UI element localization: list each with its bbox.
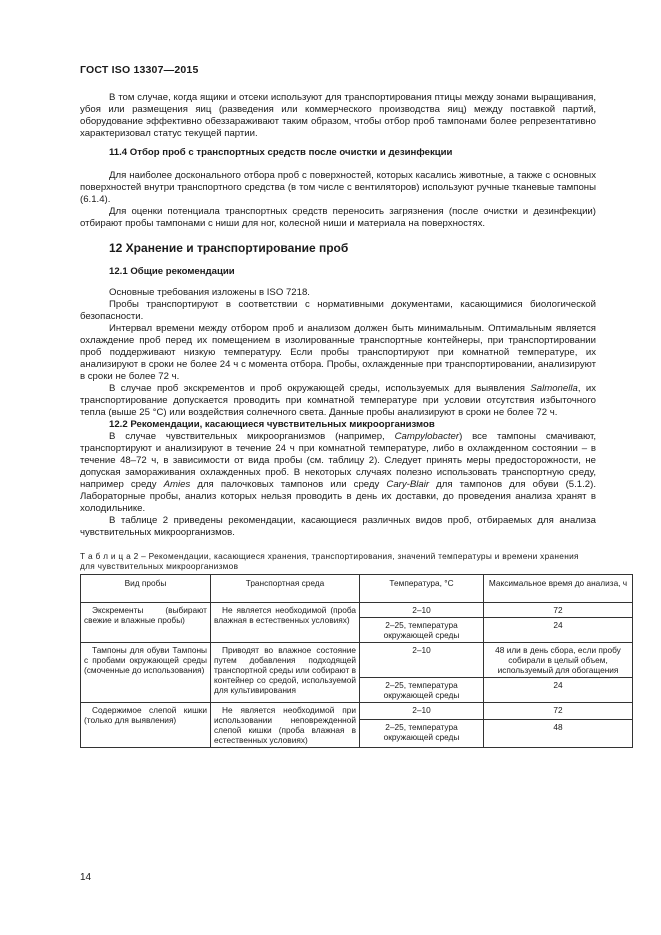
max-time-cell: 24 [484, 618, 633, 643]
max-time-cell: 48 или в день сбора, если пробу собирали в целый объем, используемый для обогащения [484, 643, 633, 678]
max-time-cell: 24 [484, 678, 633, 703]
section-12-2-paragraph-1: В случае чувствительных микроорганизмов (например, Campylobacter) все тампоны смачивают, транспортируют и анализируют в течение 24 ч при комнатной температуре, либо в охлажденном состоянии – в течение 48–72 ч, в зависимости от вида пробы (см. таблицу 2). Следует принять меры предосторожности, не допуская замораживания охлажденных проб. В некоторых случаях полезно использовать транспортную среду, например среду Amies для палочковых тампонов или среду Cary-Blair для тампонов для обуви (5.1.2). Лабораторные пробы, анализ которых нельзя проводить в день их доставки, до проведения анализа хранят в холодильнике. [80, 431, 597, 514]
max-time-cell: 48 [484, 719, 633, 747]
temperature-cell: 2–10 [360, 603, 484, 618]
section-11-4-paragraph-2: Для оценки потенциала транспортных средств переносить загрязнения (после очистки и дезинфекции) отбирают пробы тампонами с ниши для ног, колесной ниши и материала на поверхностях. [80, 206, 596, 229]
section-12-1-paragraph-3: Интервал времени между отбором проб и анализом должен быть минимальным. Оптимальным является охлаждение проб перед их помещением в изолированные транспортные контейнеры, при транспортировании проб поддерживают низкую температуру. Если пробы транспортируют при комнатной температуре, их анализируют в сроки не более 24 ч с момента отбора. Пробы, охлажденные при транспортировании, анализируют в сроки не более 72 ч. [80, 323, 596, 382]
sample-type-cell: Содержимое слепой кишки (только для выявления) [81, 703, 211, 748]
page-number: 14 [80, 872, 92, 883]
table-header-row [81, 575, 633, 603]
transport-medium-cell: Не является необходимой (проба влажная в естественных условиях) [211, 603, 360, 643]
sample-type-cell: Тампоны для обуви Тампоны с пробами окружающей среды (смоченные до использования) [81, 643, 211, 703]
section-12-2-paragraph-2: В таблице 2 приведены рекомендации, касающиеся различных видов проб, отбираемых для анализа чувствительных микроорганизмов. [80, 515, 596, 538]
temperature-cell: 2–25, температура окружающей среды [360, 618, 484, 643]
table-row [81, 643, 633, 678]
temperature-cell: 2–10 [360, 643, 484, 678]
max-time-cell: 72 [484, 703, 633, 720]
body-text [80, 92, 628, 748]
temperature-cell: 2–10 [360, 703, 484, 720]
transport-medium-cell: Приводят во влажное состояние путем добавления подходящей транспортной среды или собирают в контейнер со средой, используемой для культивирования [211, 643, 360, 703]
recommendations-table [80, 574, 633, 748]
temperature-cell: 2–25, температура окружающей среды [360, 678, 484, 703]
table-row [81, 603, 633, 618]
section-12-2-title: 12.2 Рекомендации, касающиеся чувствительных микроорганизмов [109, 419, 435, 430]
column-header: Максимальное время до анализа, ч [484, 575, 633, 603]
section-12-1-paragraph-4: В случае проб экскрементов и проб окружающей среды, используемых для выявления Salmonella, их транспортирование допускается проводить при комнатной температуре при условии отсутствия избыточного тепла (выше 25 °С) или воздействия солнечного света. Данные пробы анализируют в сроки не более 72 ч. [80, 383, 596, 418]
table-caption: Т а б л и ц а 2 – Рекомендации, касающиеся хранения, транспортирования, значений температуры и времени хранения для чувствительных микроорганизмов [80, 551, 579, 571]
document-header: ГОСТ ISO 13307—2015 [80, 64, 199, 76]
max-time-cell: 72 [484, 603, 633, 618]
section-12-title: 12 Хранение и транспортирование проб [109, 241, 349, 255]
section-12-1-paragraph-2: Пробы транспортируют в соответствии с нормативными документами, касающимися биологической безопасности. [80, 299, 596, 322]
column-header: Температура, °С [360, 575, 484, 603]
column-header: Транспортная среда [211, 575, 360, 603]
transport-medium-cell: Не является необходимой при использовании неповрежденной слепой кишки (проба влажная в естественных условиях) [211, 703, 360, 748]
section-11-4-title: 11.4 Отбор проб с транспортных средств после очистки и дезинфекции [109, 147, 453, 158]
temperature-cell: 2–25, температура окружающей среды [360, 719, 484, 747]
sample-type-cell: Экскременты (выбирают свежие и влажные пробы) [81, 603, 211, 643]
table-row [81, 703, 633, 720]
section-12-1-paragraph-1: Основные требования изложены в ISO 7218. [109, 287, 310, 298]
column-header: Вид пробы [81, 575, 211, 603]
section-11-4-paragraph-1: Для наиболее досконального отбора проб с поверхностей, которых касались животные, а также с основных поверхностей внутри транспортного средства (в том числе с вентиляторов) используют ручные тканевые тампоны (6.1.4). [80, 170, 596, 205]
intro-paragraph: В том случае, когда ящики и отсеки используют для транспортирования птицы между зонами выращивания, убоя или размещения яиц (разведения или коммерческого производства яиц) между поставкой партий, оборудование эффективно обеззараживают таким образом, чтобы отбор проб тампонами более репрезентативно характеризовал статус текущей партии. [80, 92, 596, 139]
section-12-1-title: 12.1 Общие рекомендации [109, 266, 235, 277]
